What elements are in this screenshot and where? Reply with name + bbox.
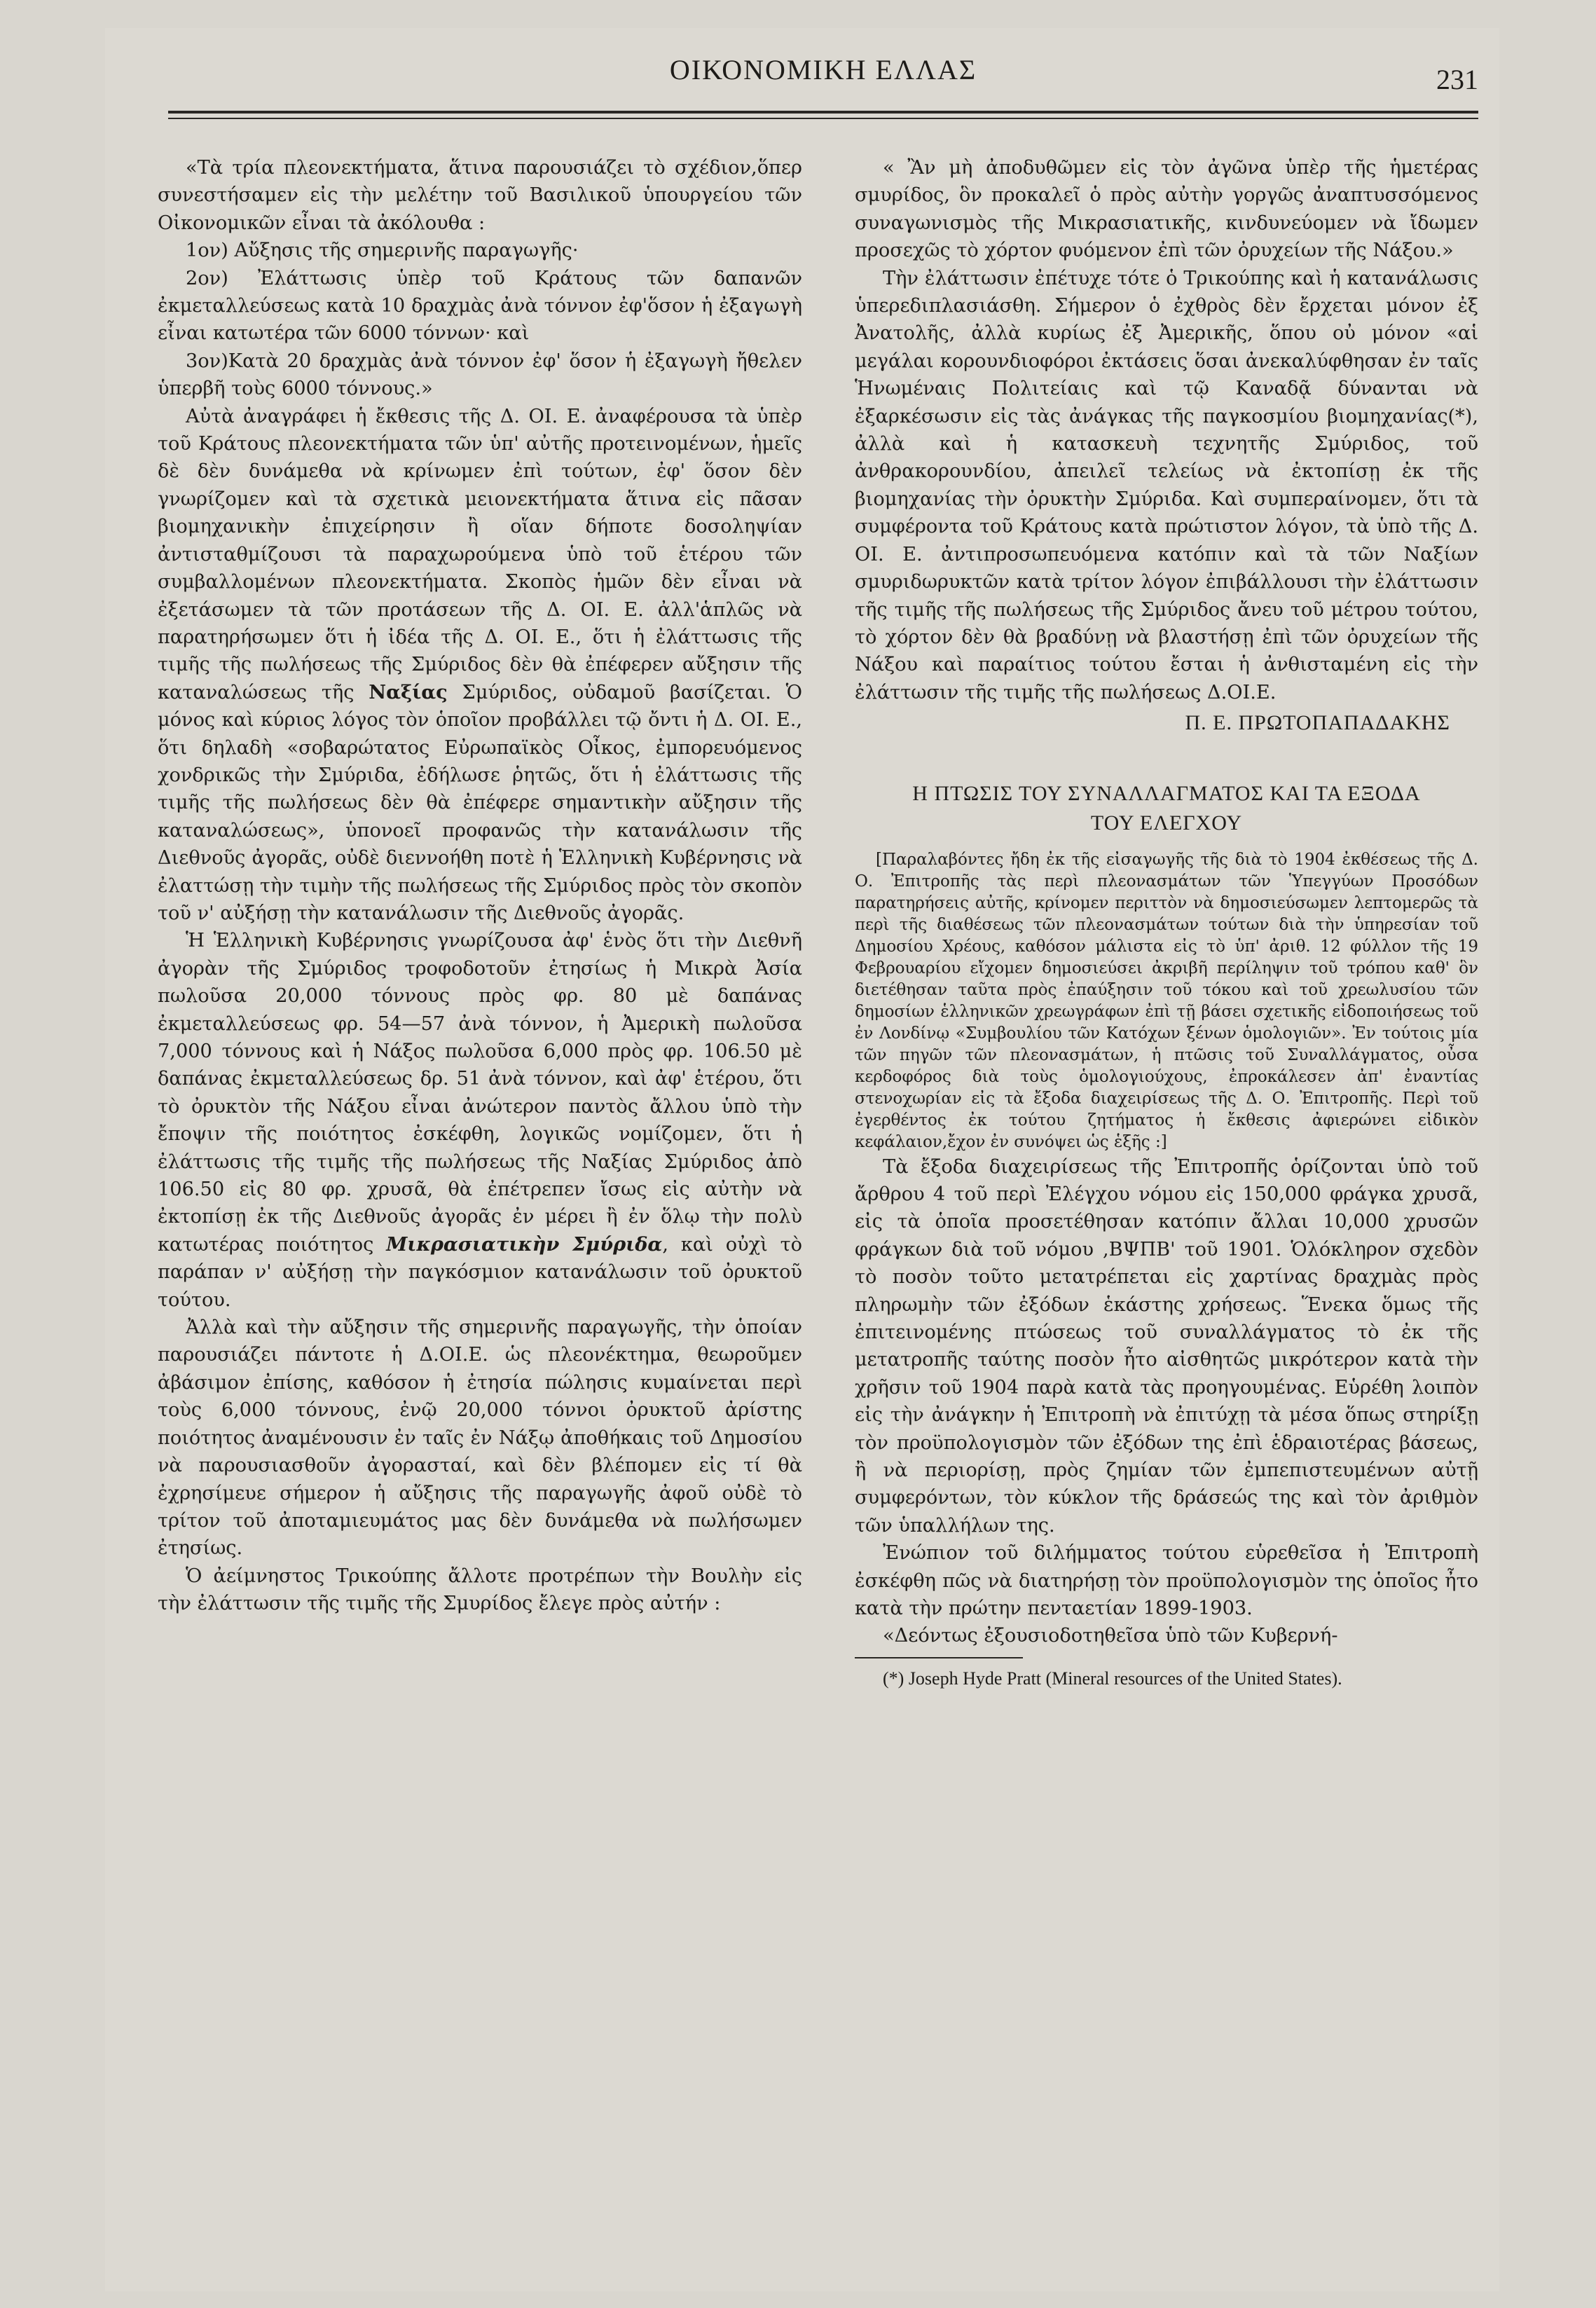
header-rule-thick: [168, 111, 1478, 114]
quote-paragraph: « Ἂν μὴ ἀποδυθῶμεν εἰς τὸν ἀγῶνα ὑπὲρ τῆς ἡμετέρας σμυρίδος, ὃν προκαλεῖ ὁ πρὸς αὐτὴν γοργῶς ἀναπτυσσόμενος συναγωνισμὸς τῆς Μικρασιατικῆς, κινδυνεύομεν νὰ ἴδωμεν προσεχῶς τὸ χόρτον φυόμενον ἐπὶ τῶν ὀρυχείων τῆς Νάξου.»: [855, 157, 1478, 262]
list-item: 2ον) Ἐλάττωσις ὑπὲρ τοῦ Κράτους τῶν δαπανῶν ἐκμεταλλεύσεως κατὰ 10 δραχμὰς ἀνὰ τόννον ἐφ'ὅσον ἡ ἐξαγωγὴ εἶναι κατωτέρα τῶν 6000 τόννων· καὶ: [158, 267, 802, 345]
footnote: (*) Joseph Hyde Pratt (Mineral resources of the United States).: [883, 1668, 1342, 1689]
header-rule-thin: [168, 118, 1478, 119]
left-column: [158, 154, 802, 1618]
italic-text: Μικρασιατικὴν Σμύριδα: [386, 1232, 663, 1256]
page-number: 231: [1436, 64, 1478, 95]
paragraph: Ἐνώπιον τοῦ διλήμματος τούτου εὑρεθεῖσα ἡ Ἐπιτροπὴ ἐσκέφθη πῶς νὰ διατηρήσῃ τὸν προϋπολογισμὸν της ὁποῖος ἦτο κατὰ τὴν πρώτην πενταετίαν 1899-1903.: [855, 1542, 1478, 1620]
page-header: [168, 53, 1478, 95]
paragraph: Ὁ ἀείμνηστος Τρικούπης ἄλλοτε προτρέπων τὴν Βουλὴν εἰς τὴν ἐλάττωσιν τῆς τιμῆς τῆς Σμυρίδος ἔλεγε πρὸς αὐτήν :: [158, 1565, 802, 1615]
editor-note: [Παραλαβόντες ἤδη ἐκ τῆς εἰσαγωγῆς τῆς διὰ τὸ 1904 ἐκθέσεως τῆς Δ. Ο. Ἐπιτροπῆς τὰς περὶ πλεονασμάτων τῶν Ὑπεγγύων Προσόδων παρατηρήσεις αὐτῆς, κρίνομεν περιττὸν νὰ δημοσιεύσωμεν λεπτομερῶς τὰ περὶ τῆς διαθέσεως τῶν πλεονασμάτων τούτων διὰ τὴν ὑπηρεσίαν τοῦ Δημοσίου Χρέους, καθόσον μάλιστα εἰς τὸ ὑπ' ἀριθ. 12 φύλλον τῆς 19 Φεβρουαρίου εἴχομεν δημοσιεύσει ἀκριβῆ περίληψιν τοῦ τρόπου καθ' ὃν διετέθησαν ταῦτα πρὸς ἐπαύξησιν τοῦ τόκου καὶ τοῦ χρεωλυσίου τῶν δημοσίων ἑλληνικῶν χρεωγράφων ἐπὶ τῇ βάσει σχετικῆς εἰδοποιήσεως τοῦ ἐν Λονδίνῳ «Συμβουλίου τῶν Κατόχων ξένων ὁμολογιῶν». Ἐν τούτοις μία τῶν πηγῶν τῶν πλεονασμάτων, ἡ πτῶσις τοῦ Συναλλάγματος, οὖσα κερδοφόρος διὰ τοὺς ὁμολογιούχους, ἐπροκάλεσεν ἀπ' ἐναντίας στενοχωρίαν εἰς τὰ ἔξοδα διαχειρίσεως τῆς Δ. Ο. Ἐπιτροπῆς. Περὶ τοῦ ἐγερθέντος ἐκ τούτου ζητήματος ἡ ἔκθεσις ἀφιερώνει εἰδικὸν κεφάλαιον,ἔχον ἐν συνόψει ὡς ἑξῆς :]: [855, 850, 1478, 1151]
author-signature: Π. Ε. ΠΡΩΤΟΠΑΠΑΔΑΚΗΣ: [1185, 711, 1450, 735]
paragraph: «Τὰ τρία πλεονεκτήματα, ἅτινα παρουσιάζει τὸ σχέδιον,ὅπερ συνεστήσαμεν εἰς τὴν μελέτην τοῦ Βασιλικοῦ ὑπουργείου τῶν Οἰκονομικῶν εἶναι τὰ ἀκόλουθα :: [158, 157, 802, 234]
running-title: ΟΙΚΟΝΟΜΙΚΗ ΕΛΛΑΣ: [669, 54, 977, 85]
section-title-line: Η ΠΤΩΣΙΣ ΤΟΥ ΣΥΝΑΛΛΑΓΜΑΤΟΣ ΚΑΙ ΤΑ ΕΞΟΔΑ: [912, 781, 1421, 805]
text-run: Σμύριδος, οὐδαμοῦ βασίζεται. Ὁ μόνος καὶ κύριος λόγος τὸν ὁποῖον προβάλλει τῷ ὄντι ἡ Δ. ΟΙ. Ε., ὅτι δηλαδὴ «σοβαρώτατος Εὐρωπαϊκὸς Οἶκος, ἐμπορευόμενος χονδρικῶς τὴν Σμύριδα, ἐδήλωσε ῥητῶς, ὅτι ἡ ἐλάττωσις τῆς τιμῆς τῆς πωλήσεως δὲν θὰ ἐπέφερε σημαντικὴν αὔξησιν τῆς καταναλώσεως», ὑπονοεῖ προφανῶς τὴν κατανάλωσιν τῆς Διεθνοῦς ἀγορᾶς, οὐδὲ διεννοήθη ποτὲ ἡ Ἑλληνικὴ Κυβέρνησις νὰ ἐλαττώσῃ τὴν τιμὴν τῆς πωλήσεως τῆς Σμύριδος πρὸς τὸν σκοπὸν τοῦ ν' αὐξήσῃ τὴν κατανάλωσιν τῆς Διεθνοῦς ἀγορᾶς.: [158, 681, 802, 924]
page: [105, 28, 1499, 2291]
text-run: Ἡ Ἑλληνικὴ Κυβέρνησις γνωρίζουσα ἀφ' ἑνὸς ὅτι τὴν Διεθνῆ ἀγορὰν τῆς Σμύριδος τροφοδοτοῦν ἐτησίως ἡ Μικρὰ Ἀσία πωλοῦσα 20,000 τόννους πρὸς φρ. 80 μὲ δαπάνας ἐκμεταλλεύσεως φρ. 54—57 ἀνὰ τόννον, ἡ Ἀμερικὴ πωλοῦσα 7,000 τόννους καὶ ἡ Νάξος πωλοῦσα 6,000 πρὸς φρ. 106.50 μὲ δαπάνας ἐκμεταλλεύσεως δρ. 51 ἀνὰ τόννον, καὶ ἀφ' ἑτέρου, ὅτι τὸ ὀρυκτὸν τῆς Νάξου εἶναι ἀνώτερον παντὸς ἄλλου ὑπὸ τὴν ἔποψιν τῆς ποιότητος ἐσκέφθη, λογικῶς νομίζομεν, ὅτι ἡ ἐλάττωσις τῆς τιμῆς τῆς πωλήσεως τῆς Ναξίας Σμύριδος ἀπὸ 106.50 εἰς 80 φρ. χρυσᾶ, θὰ ἐπέτρεπεν ἴσως εἰς αὐτὴν νὰ ἐκτοπίσῃ ἐκ τῆς Διεθνοῦς ἀγορᾶς ἐν μέρει ἢ ἐν ὅλῳ τὴν πολὺ κατωτέρας ποιότητος: [158, 930, 802, 1256]
paragraph: [158, 403, 802, 928]
bold-text: Ναξίας: [369, 680, 448, 703]
paragraph: Ἀλλὰ καὶ τὴν αὔξησιν τῆς σημερινῆς παραγωγῆς, τὴν ὁποίαν παρουσιάζει πάντοτε ἡ Δ.ΟΙ.Ε. ὡς πλεονέκτημα, θεωροῦμεν ἀβάσιμον ἐπίσης, καθόσον ἡ ἐτησία πώλησις κυμαίνεται περὶ τοὺς 6,000 τόννους, ἐνῷ 20,000 τόννοι ὀρυκτοῦ ἀρίστης ποιότητος ἀναμένουσιν ἐν ταῖς ἐν Νάξῳ ἀποθήκαις τοῦ Δημοσίου νὰ παρουσιασθοῦν ἀγορασταί, καὶ δὲν βλέπομεν εἰς τί θὰ ἐχρησίμευε σήμερον ἡ αὔξησις τῆς παραγωγῆς ἀφοῦ οὐδὲ τὸ τρίτον τοῦ ἀποταμιευμάτος μας δὲν δυνάμεθα νὰ πωλήσωμεν ἐτησίως.: [158, 1317, 802, 1560]
paragraph: Τὴν ἐλάττωσιν ἐπέτυχε τότε ὁ Τρικούπης καὶ ἡ κατανάλωσις ὑπερεδιπλασιάσθη. Σήμερον ὁ ἐχθρὸς δὲν ἔρχεται μόνον ἐξ Ἀνατολῆς, ἀλλὰ κυρίως ἐξ Ἀμερικῆς, ὅπου οὐ μόνον «αἱ μεγάλαι κορουνδιοφόροι ἐκτάσεις ὅσαι ἀνεκαλύφθησαν ἐν ταῖς Ἡνωμέναις Πολιτείαις καὶ τῷ Καναδᾷ δύνανται νὰ ἐξαρκέσωσιν εἰς τὰς ἀνάγκας τῆς παγκοσμίου βιομηχανίας(*), ἀλλὰ καὶ ἡ κατασκευὴ τεχνητῆς Σμύριδος, τοῦ ἀνθρακορουνδίου, ἀπειλεῖ τελείως νὰ ἐκτοπίσῃ ἐκ τῆς βιομηχανίας τὴν ὀρυκτὴν Σμύριδα. Καὶ συμπεραίνομεν, ὅτι τὰ συμφέροντα τοῦ Κράτους κατὰ πρώτιστον λόγον, τὰ ὑπὸ τῆς Δ. ΟΙ. Ε. ἀντιπροσωπευόμενα κατόπιν καὶ τὰ τῶν Ναξίων σμυριδωρυκτῶν κατὰ τρίτον λόγον ἐπιβάλλουσι τὴν ἐλάττωσιν τῆς τιμῆς τῆς πωλήσεως τῆς Σμύριδος ἄνευ τοῦ μέτρου τούτου, τὸ χόρτον δὲν θὰ βραδύνῃ νὰ βλαστήσῃ ἐπὶ τῶν ὀρυχείων τῆς Νάξου καὶ παραίτιος τούτου ἔσται ἡ ἀνθισταμένη εἰς τὴν ἐλάττωσιν τῆς τιμῆς τῆς πωλήσεως Δ.ΟΙ.Ε.: [855, 267, 1478, 703]
paragraph: [158, 927, 802, 1314]
right-column: [855, 154, 1478, 1691]
paragraph: Τὰ ἔξοδα διαχειρίσεως τῆς Ἐπιτροπῆς ὁρίζονται ὑπὸ τοῦ ἄρθρου 4 τοῦ περὶ Ἐλέγχου νόμου εἰς 150,000 φράγκα χρυσᾶ, εἰς τὰ ὁποῖα προσετέθησαν κατόπιν ἄλλαι 10,000 χρυσῶν φράγκων διὰ τοῦ νόμου ,ΒΨΠΒ' τοῦ 1901. Ὁλόκληρον σχεδὸν τὸ ποσὸν τοῦτο μετατρέπεται εἰς χαρτίνας δραχμὰς πρὸς πληρωμὴν τῶν ἐξόδων ἑκάστης χρήσεως. Ἕνεκα ὅμως τῆς ἐπιτεινομένης πτώσεως τοῦ συναλλάγματος τὸ ἐκ τῆς μετατροπῆς ταύτης ποσὸν ἦτο αἰσθητῶς μικρότερον κατὰ τὴν χρῆσιν τοῦ 1904 παρὰ κατὰ τὰς προηγουμένας. Εὑρέθη λοιπὸν εἰς τὴν ἀνάγκην ἡ Ἐπιτροπὴ νὰ ἐπιτύχῃ τὰ μέσα ὅπως στηρίξῃ τὸν προϋπολογισμὸν τῶν ἐξόδων της ἐπὶ ἑδραιοτέρας βάσεως, ἢ νὰ περιορίσῃ, πρὸς ζημίαν τῶν ἐμπεπιστευμένων αὐτῇ συμφερόντων, τὸν κύκλον τῆς δράσεώς της καὶ τὸν ἀριθμὸν τῶν ὑπαλλήλων της.: [855, 1155, 1478, 1537]
list-item: 1ον) Αὔξησις τῆς σημερινῆς παραγωγῆς·: [186, 240, 579, 262]
paragraph: «Δεόντως ἐξουσιοδοτηθεῖσα ὑπὸ τῶν Κυβερνή-: [883, 1625, 1338, 1647]
section-title-line: ΤΟΥ ΕΛΕΓΧΟΥ: [1090, 811, 1243, 834]
text-run: , καὶ οὐχὶ τὸ παράπαν ν' αὐξήσῃ τὴν παγκόσμιον κατανάλωσιν τοῦ ὀρυκτοῦ τούτου.: [158, 1233, 802, 1311]
text-run: Αὐτὰ ἀναγράφει ἡ ἔκθεσις τῆς Δ. ΟΙ. Ε. ἀναφέρουσα τὰ ὑπὲρ τοῦ Κράτους πλεονεκτήματα τῶν ὑπ' αὐτῆς προτεινομένων, ἡμεῖς δὲ δὲν δυνάμεθα νὰ κρίνωμεν ἐπὶ τούτων, ἐφ' ὅσον δὲν γνωρίζομεν καὶ τὰ σχετικὰ μειονεκτήματα ἅτινα εἰς πᾶσαν βιομηχανικὴν ἐπιχείρησιν ἢ οἵαν δήποτε δοσοληψίαν ἀντισταθμίζουσι τὰ παραχωρούμενα ὑπὸ τοῦ ἑτέρου τῶν συμβαλλομένων πλεονεκτήματα. Σκοπὸς ἡμῶν δὲν εἶναι νὰ ἐξετάσωμεν τὰ τῶν προτάσεων τῆς Δ. ΟΙ. Ε. ἀλλ'ἁπλῶς νὰ παρατηρήσωμεν ὅτι ἡ ἰδέα τῆς Δ. ΟΙ. Ε., ὅτι ἡ ἐλάττωσις τῆς τιμῆς τῆς πωλήσεως τῆς Σμύριδος δὲν θὰ ἐπέφερεν αὔξησιν τῆς καταναλώσεως τῆς: [158, 405, 802, 703]
footnote-rule: [855, 1657, 1023, 1658]
list-item: 3ον)Κατὰ 20 δραχμὰς ἀνὰ τόννον ἐφ' ὅσον ἡ ἐξαγωγὴ ἤθελεν ὑπερβῆ τοὺς 6000 τόννους.»: [158, 350, 802, 400]
section-title: [855, 779, 1478, 838]
